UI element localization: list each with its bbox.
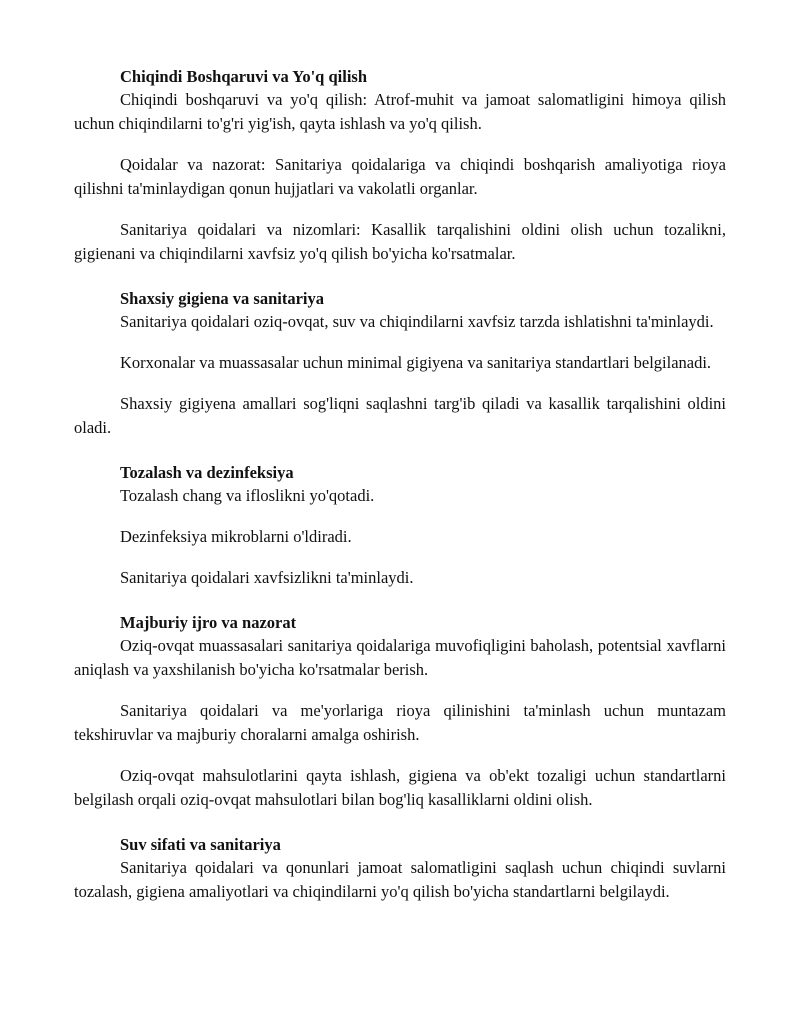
paragraph: Sanitariya qoidalari va me'yorlariga rioya qilinishini ta'minlash uchun muntazam tekshiruvlar va majburiy choralarni amalga oshirish. bbox=[74, 701, 726, 744]
section-personal-hygiene bbox=[74, 288, 726, 440]
section-heading: Tozalash va dezinfeksiya bbox=[120, 463, 294, 482]
section-heading: Majburiy ijro va nazorat bbox=[120, 613, 297, 632]
paragraph: Tozalash chang va ifloslikni yo'qotadi. bbox=[120, 486, 375, 505]
document-page bbox=[74, 66, 726, 926]
paragraph: Dezinfeksiya mikroblarni o'ldiradi. bbox=[120, 527, 352, 546]
section-heading: Shaxsiy gigiena va sanitariya bbox=[120, 289, 324, 308]
section-heading: Chiqindi Boshqaruvi va Yo'q qilish bbox=[120, 67, 368, 86]
paragraph: Oziq-ovqat mahsulotlarini qayta ishlash, gigiena va ob'ekt tozaligi uchun standartlarni belgilash orqali oziq-ovqat mahsulotlari bilan bog'liq kasalliklarni oldini olish. bbox=[74, 766, 726, 809]
paragraph: Sanitariya qoidalari oziq-ovqat, suv va chiqindilarni xavfsiz tarzda ishlatishni ta'minlaydi. bbox=[120, 312, 714, 331]
paragraph: Sanitariya qoidalari xavfsizlikni ta'minlaydi. bbox=[120, 568, 414, 587]
section-waste-management bbox=[74, 66, 726, 266]
section-cleaning-disinfection bbox=[74, 462, 726, 590]
section-water-quality bbox=[74, 834, 726, 904]
section-enforcement bbox=[74, 612, 726, 812]
paragraph: Chiqindi boshqaruvi va yo'q qilish: Atrof-muhit va jamoat salomatligini himoya qilish uchun chiqindilarni to'g'ri yig'ish, qayta ishlash va yo'q qilish. bbox=[74, 90, 726, 133]
paragraph: Sanitariya qoidalari va qonunlari jamoat salomatligini saqlash uchun chiqindi suvlarni tozalash, gigiena amaliyotlari va chiqindilarni yo'q qilish bo'yicha standartlarni belgilaydi. bbox=[74, 858, 726, 901]
section-heading: Suv sifati va sanitariya bbox=[120, 835, 281, 854]
paragraph: Oziq-ovqat muassasalari sanitariya qoidalariga muvofiqligini baholash, potentsial xavflarni aniqlash va yaxshilanish bo'yicha ko'rsatmalar berish. bbox=[74, 636, 726, 679]
paragraph: Sanitariya qoidalari va nizomlari: Kasallik tarqalishini oldini olish uchun tozalikni, gigienani va chiqindilarni xavfsiz yo'q qilish bo'yicha ko'rsatmalar. bbox=[74, 220, 726, 263]
paragraph: Korxonalar va muassasalar uchun minimal gigiyena va sanitariya standartlari belgilanadi. bbox=[120, 353, 712, 372]
paragraph: Qoidalar va nazorat: Sanitariya qoidalariga va chiqindi boshqarish amaliyotiga rioya qilishni ta'minlaydigan qonun hujjatlari va vakolatli organlar. bbox=[74, 155, 726, 198]
paragraph: Shaxsiy gigiyena amallari sog'liqni saqlashni targ'ib qiladi va kasallik tarqalishini oldini oladi. bbox=[74, 394, 726, 437]
